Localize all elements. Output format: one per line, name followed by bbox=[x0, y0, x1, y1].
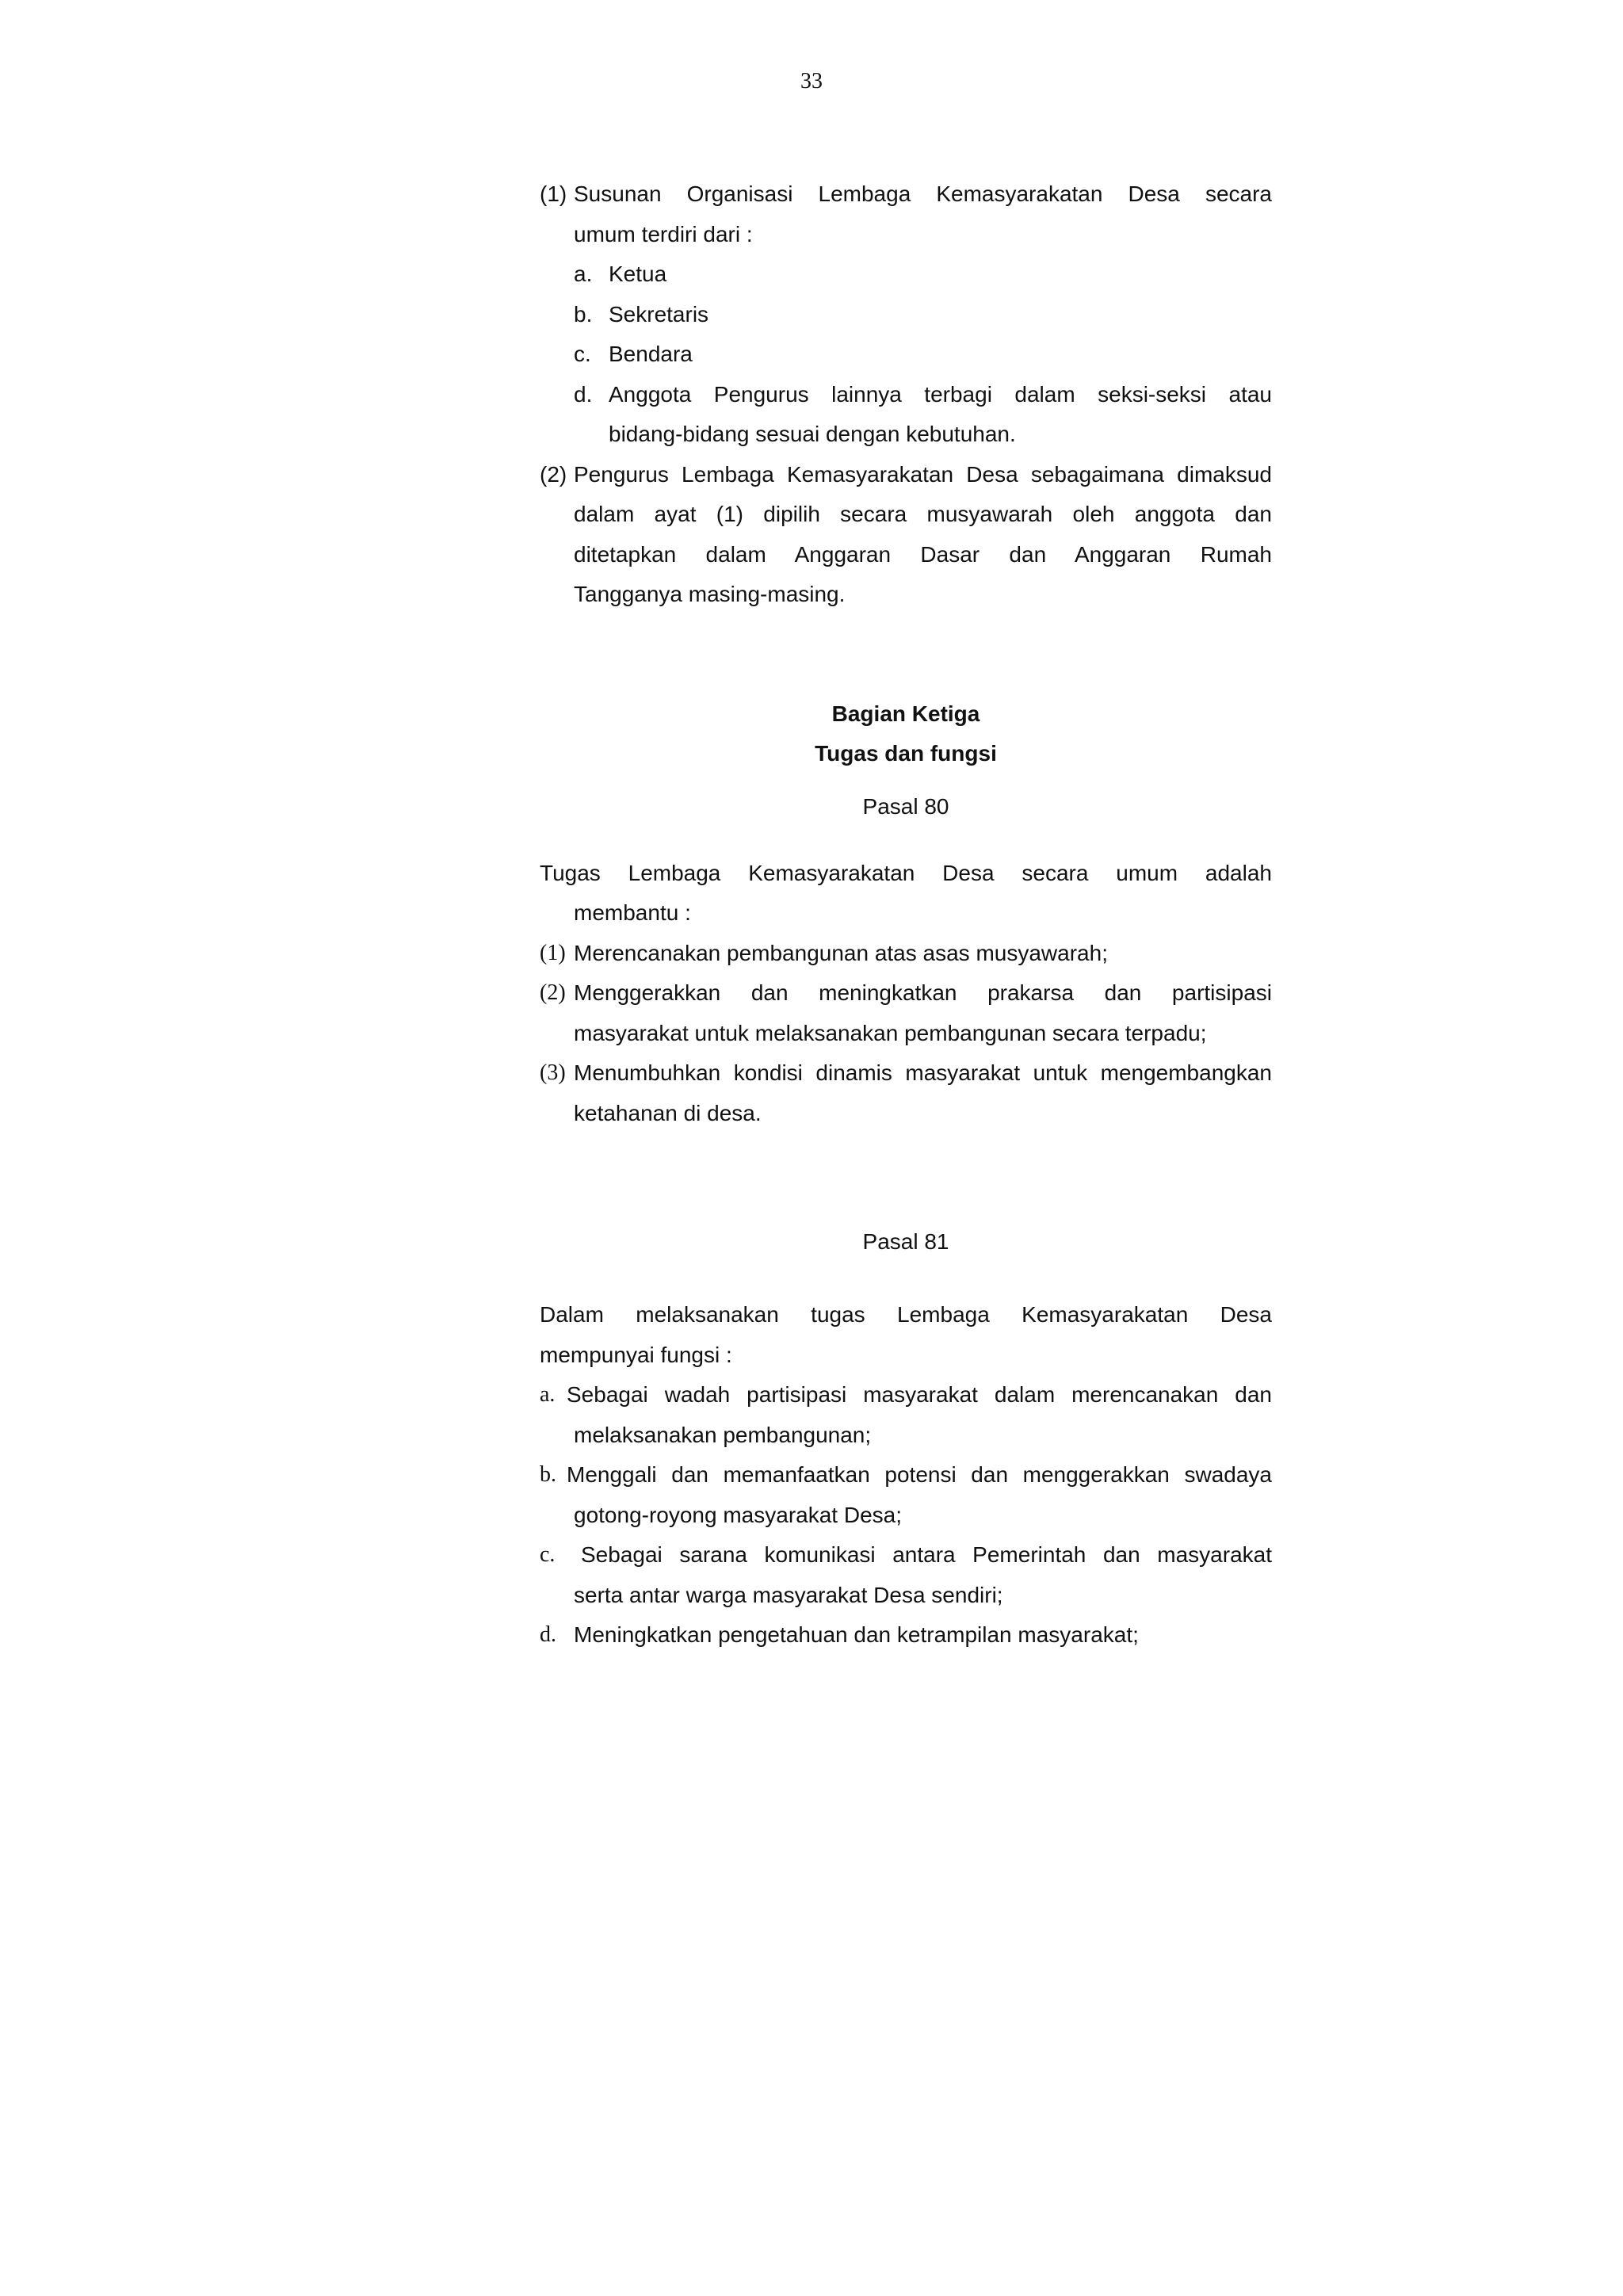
pasal-81-item-a-text: Sebagai wadah partisipasi masyarakat dalam merencanakan dan bbox=[567, 1382, 1272, 1407]
pasal-80-item-3-line-1 bbox=[540, 1053, 1272, 1094]
pasal-81-item-a-line-2 bbox=[540, 1415, 1272, 1456]
pasal-80-item-3-text: Menumbuhkan kondisi dinamis masyarakat untuk mengembangkan bbox=[574, 1060, 1272, 1085]
pasal-81-intro: Dalam melaksanakan tugas Lembaga Kemasyarakatan Desa bbox=[540, 1302, 1272, 1327]
pasal-81-item-c-text-cont: serta antar warga masyarakat Desa sendiri; bbox=[574, 1582, 1003, 1607]
pasal-81-item-c-text: Sebagai sarana komunikasi antara Pemerintah dan masyarakat bbox=[581, 1542, 1272, 1567]
section-title: Bagian Ketiga bbox=[831, 701, 980, 726]
item-1-line-2 bbox=[540, 215, 1272, 255]
pasal-80-item-1-text: Merencanakan pembangunan atas asas musyawarah; bbox=[574, 940, 1108, 965]
subitem-d-text: Anggota Pengurus lainnya terbagi dalam seksi-seksi atau bbox=[609, 381, 1272, 407]
subitem-d-line-1 bbox=[540, 375, 1272, 415]
item-2-line-1 bbox=[540, 455, 1272, 495]
item-1-line-1 bbox=[540, 174, 1272, 215]
pasal-80-intro-line-2 bbox=[540, 893, 1272, 934]
pasal-80-heading: Pasal 80 bbox=[862, 793, 949, 819]
item-2-text-3: ditetapkan dalam Anggaran Dasar dan Anggaran Rumah bbox=[574, 541, 1272, 567]
pasal-80-item-2-text: Menggerakkan dan meningkatkan prakarsa dan partisipasi bbox=[574, 980, 1272, 1005]
pasal-81-intro-cont: mempunyai fungsi : bbox=[540, 1342, 732, 1367]
subitem-a bbox=[540, 254, 1272, 295]
subitem-b bbox=[540, 295, 1272, 335]
pasal-81-intro-line-1 bbox=[540, 1295, 1272, 1335]
pasal-80-item-2-line-1 bbox=[540, 973, 1272, 1014]
pasal-80-intro: Tugas Lembaga Kemasyarakatan Desa secara umum adalah bbox=[540, 860, 1272, 885]
subitem-d-line-2 bbox=[540, 415, 1272, 455]
pasal-80-intro-cont: membantu : bbox=[574, 900, 691, 925]
pasal-81-item-b-line-1 bbox=[540, 1455, 1272, 1496]
section-subtitle: Tugas dan fungsi bbox=[815, 740, 997, 766]
item-2-text: Pengurus Lembaga Kemasyarakatan Desa sebagaimana dimaksud bbox=[574, 461, 1272, 487]
pasal-81-item-a-marker: a. bbox=[540, 1382, 556, 1407]
item-2-text-4: Tangganya masing-masing. bbox=[574, 582, 846, 606]
pasal-80-item-3-line-2 bbox=[540, 1094, 1272, 1134]
subitem-c bbox=[540, 334, 1272, 375]
pasal-81-item-d bbox=[540, 1615, 1272, 1656]
item-2-marker: (2) bbox=[540, 461, 567, 487]
pasal-80-item-2-line-2 bbox=[540, 1014, 1272, 1054]
pasal-81-heading: Pasal 81 bbox=[862, 1229, 949, 1254]
document-body bbox=[540, 174, 1272, 1656]
pasal-80-item-2-marker: (2) bbox=[540, 980, 566, 1005]
subitem-b-marker: b. bbox=[574, 301, 593, 327]
subitem-b-text: Sekretaris bbox=[609, 301, 709, 327]
item-2-line-4 bbox=[540, 575, 1272, 615]
item-1-marker: (1) bbox=[540, 181, 567, 206]
item-2-line-3 bbox=[540, 535, 1272, 575]
pasal-81-item-d-text: Meningkatkan pengetahuan dan ketrampilan masyarakat; bbox=[574, 1622, 1139, 1647]
subitem-a-marker: a. bbox=[574, 262, 593, 286]
pasal-80-item-3-text-cont: ketahanan di desa. bbox=[574, 1100, 762, 1125]
item-2-text-2: dalam ayat (1) dipilih secara musyawarah oleh anggota dan bbox=[574, 502, 1272, 526]
subitem-a-text: Ketua bbox=[609, 262, 667, 286]
pasal-81-intro-line-2 bbox=[540, 1335, 1272, 1376]
pasal-81-item-c-line-2 bbox=[540, 1576, 1272, 1616]
subitem-d-marker: d. bbox=[574, 381, 593, 407]
pasal-81-item-a-text-cont: melaksanakan pembangunan; bbox=[574, 1422, 872, 1447]
subitem-c-marker: c. bbox=[574, 342, 591, 366]
pasal-81-item-c-marker: c. bbox=[540, 1542, 556, 1567]
subitem-c-text: Bendara bbox=[609, 342, 693, 366]
item-2-line-2 bbox=[540, 495, 1272, 535]
pasal-80-item-1-marker: (1) bbox=[540, 940, 566, 965]
pasal-81-item-a-line-1 bbox=[540, 1375, 1272, 1415]
pasal-81-item-b-text-cont: gotong-royong masyarakat Desa; bbox=[574, 1502, 902, 1527]
item-1-text: Susunan Organisasi Lembaga Kemasyarakatan Desa secara bbox=[574, 181, 1272, 206]
pasal-81-item-b-line-2 bbox=[540, 1496, 1272, 1536]
pasal-80-item-1 bbox=[540, 934, 1272, 974]
pasal-81-item-d-marker: d. bbox=[540, 1622, 556, 1647]
subitem-d-text-cont: bidang-bidang sesuai dengan kebutuhan. bbox=[609, 422, 1016, 446]
item-1-text-cont: umum terdiri dari : bbox=[574, 221, 753, 246]
pasal-81-item-b-marker: b. bbox=[540, 1462, 556, 1487]
pasal-80-intro-line-1 bbox=[540, 854, 1272, 894]
page-number: 33 bbox=[800, 69, 823, 94]
pasal-81-item-c-line-1 bbox=[540, 1535, 1272, 1576]
pasal-80-item-3-marker: (3) bbox=[540, 1060, 566, 1085]
pasal-80-item-2-text-cont: masyarakat untuk melaksanakan pembangunan secara terpadu; bbox=[574, 1020, 1207, 1045]
pasal-81-item-b-text: Menggali dan memanfaatkan potensi dan menggerakkan swadaya bbox=[567, 1462, 1272, 1487]
